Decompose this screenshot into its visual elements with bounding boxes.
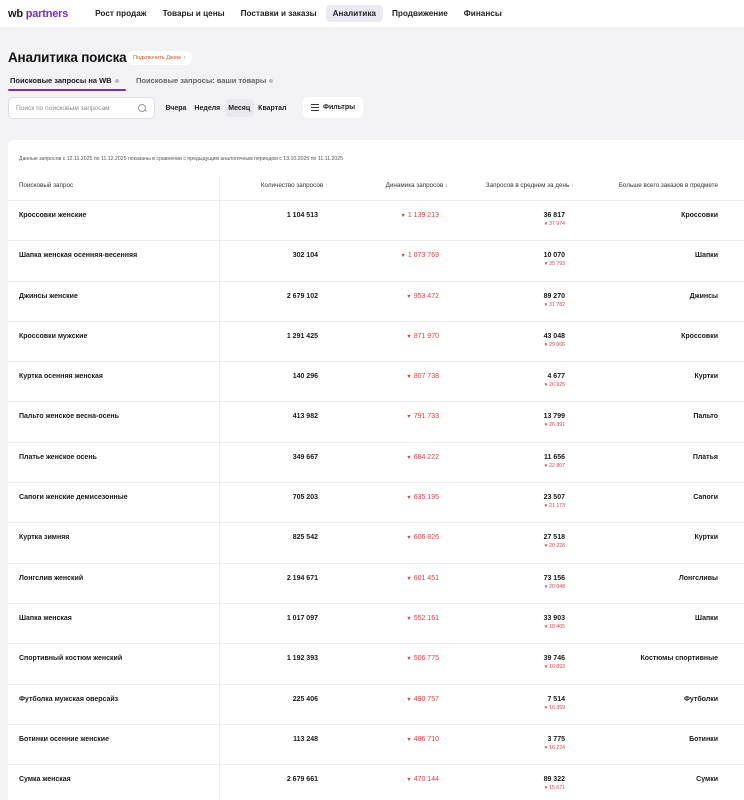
- cell-category: Джинсы: [689, 292, 718, 300]
- down-triangle-icon: ▼: [543, 382, 549, 388]
- cell-avg: [544, 333, 565, 348]
- table-body: [8, 201, 744, 800]
- cell-count: 1 104 513: [286, 212, 318, 219]
- cell-dynamics: [400, 212, 439, 219]
- period-selector: [162, 98, 290, 118]
- cell-avg: [544, 615, 565, 630]
- cell-category: Сапоги: [693, 494, 718, 502]
- cell-avg-value: 36 817: [543, 212, 565, 219]
- info-dot-icon: [269, 79, 273, 83]
- nav-item-supplies-orders[interactable]: Поставки и заказы: [240, 9, 317, 18]
- cell-avg-dynamics-value: 20 228: [549, 543, 565, 550]
- cell-avg: [544, 696, 565, 711]
- filters-button[interactable]: [303, 97, 363, 118]
- down-triangle-icon: ▼: [406, 293, 412, 300]
- cell-dynamics: [406, 454, 439, 461]
- cell-count: 1 291 425: [286, 332, 318, 340]
- cell-avg-value: 89 270: [543, 292, 565, 300]
- cell-avg-value: 11 656: [543, 453, 565, 461]
- cell-dynamics-value: 684 222: [413, 453, 439, 461]
- cell-count: 140 296: [292, 373, 318, 381]
- down-triangle-icon: ▼: [543, 704, 549, 710]
- period-quarter[interactable]: Квартал: [258, 104, 287, 112]
- cell-avg: [544, 575, 565, 590]
- wb-partners-logo[interactable]: [8, 8, 68, 20]
- cell-query[interactable]: Куртка осенняя женская: [19, 373, 103, 381]
- nav-item-sales-growth[interactable]: Рост продаж: [95, 9, 147, 18]
- down-triangle-icon: ▼: [406, 777, 412, 784]
- down-triangle-icon: ▼: [543, 664, 549, 670]
- cell-avg-dynamics-value: 16 893: [549, 664, 565, 671]
- cell-dynamics: [400, 252, 439, 259]
- cell-count: 2 679 102: [286, 292, 318, 300]
- down-triangle-icon: ▼: [406, 374, 412, 381]
- cell-dynamics-value: 953 472: [413, 292, 439, 300]
- cell-dynamics-value: 635 195: [413, 494, 439, 502]
- cell-avg-dynamics: [544, 221, 565, 227]
- down-triangle-icon: ▼: [406, 333, 412, 340]
- cell-avg-dynamics: [544, 785, 565, 791]
- cell-avg-value: 73 156: [543, 574, 565, 582]
- cell-avg-dynamics: [544, 463, 565, 469]
- filter-icon: [311, 104, 319, 111]
- down-triangle-icon: ▼: [543, 583, 549, 589]
- filters-label: Фильтры: [323, 104, 356, 111]
- down-triangle-icon: ▼: [543, 341, 549, 347]
- cell-dynamics-value: 486 710: [413, 735, 439, 743]
- column-header-query[interactable]: [19, 182, 73, 189]
- connect-jam-button[interactable]: [127, 51, 192, 65]
- cell-dynamics-value: 601 451: [413, 574, 439, 582]
- down-triangle-icon: ▼: [543, 744, 549, 750]
- cell-avg-dynamics-value: 26 925: [549, 382, 565, 389]
- chevron-right-icon: ›: [183, 55, 186, 61]
- cell-count: 1 017 097: [286, 614, 318, 622]
- cell-avg: [544, 534, 565, 549]
- cell-dynamics: [406, 736, 439, 743]
- cell-dynamics-value: 470 144: [413, 776, 439, 784]
- cell-avg-dynamics: [544, 302, 565, 308]
- cell-avg-value: 10 070: [543, 252, 565, 260]
- cell-dynamics: [406, 696, 439, 703]
- logo-wb-text: wb: [8, 7, 23, 20]
- info-dot-icon: [115, 79, 119, 83]
- period-month[interactable]: Месяц: [225, 99, 254, 117]
- cell-category: Ботинки: [689, 735, 718, 743]
- cell-category: Сумки: [696, 776, 718, 784]
- cell-category: Костюмы спортивные: [640, 655, 718, 663]
- cell-count: 705 203: [292, 494, 318, 502]
- tabs-bar: [0, 76, 744, 96]
- tab-wb-queries[interactable]: [10, 76, 119, 85]
- cell-count: 349 667: [292, 453, 318, 461]
- cell-count: 1 192 393: [286, 655, 318, 663]
- search-placeholder: Поиск по поисковым запросам: [16, 104, 110, 112]
- active-tab-indicator: [8, 89, 126, 91]
- cell-avg-value: 33 903: [543, 614, 565, 622]
- down-triangle-icon: ▼: [543, 221, 549, 226]
- period-yesterday[interactable]: Вчера: [165, 104, 187, 112]
- cell-query[interactable]: Джинсы женские: [19, 292, 78, 300]
- cell-dynamics-value: 807 738: [413, 373, 439, 381]
- cell-category: Пальто: [693, 413, 718, 421]
- cell-avg: [544, 212, 565, 227]
- table-row[interactable]: [8, 765, 744, 800]
- table-row[interactable]: [8, 685, 744, 725]
- cell-avg: [544, 494, 565, 509]
- down-triangle-icon: ▼: [543, 543, 549, 549]
- tab-your-products-label: Поисковые запросы: ваши товары: [136, 76, 267, 85]
- down-triangle-icon: ▼: [543, 261, 549, 267]
- table-row[interactable]: [8, 443, 744, 483]
- down-triangle-icon: ▼: [400, 213, 406, 219]
- down-triangle-icon: ▼: [406, 535, 412, 542]
- cell-avg-value: 7 514: [547, 695, 565, 703]
- down-triangle-icon: ▼: [543, 422, 549, 428]
- column-header-count-label: Количество запросов: [260, 182, 324, 189]
- column-header-count[interactable]: [261, 182, 328, 189]
- tab-your-products-queries[interactable]: [136, 76, 273, 85]
- cell-dynamics: [406, 776, 439, 783]
- search-analytics-table-panel: [8, 140, 744, 800]
- cell-query[interactable]: Куртка зимняя: [19, 534, 70, 542]
- table-row[interactable]: [8, 201, 744, 241]
- cell-count: 2 679 661: [286, 776, 318, 784]
- cell-dynamics: [406, 494, 439, 501]
- main-nav: [88, 5, 511, 22]
- cell-avg-dynamics-value: 16 359: [549, 704, 565, 711]
- cell-category: Шапки: [695, 614, 718, 622]
- cell-avg-value: 23 507: [543, 494, 565, 502]
- sort-arrow-down-icon: ↓: [445, 183, 448, 189]
- cell-avg-dynamics-value: 22 807: [549, 462, 565, 469]
- cell-category: Кроссовки: [681, 332, 718, 340]
- cell-query[interactable]: Кроссовки мужские: [19, 332, 88, 340]
- cell-avg-dynamics: [544, 543, 565, 549]
- cell-dynamics: [406, 615, 439, 622]
- table-row[interactable]: [8, 282, 744, 322]
- down-triangle-icon: ▼: [543, 503, 549, 509]
- down-triangle-icon: ▼: [400, 253, 406, 260]
- cell-category: Платья: [692, 453, 718, 461]
- nav-item-products-prices[interactable]: Товары и цены: [162, 9, 225, 18]
- column-header-query-label: Поисковый запрос: [19, 182, 74, 189]
- cell-dynamics: [406, 575, 439, 582]
- table-row[interactable]: [8, 402, 744, 442]
- controls-bar: [0, 96, 744, 129]
- cell-avg-dynamics-value: 20 048: [549, 583, 565, 590]
- cell-query[interactable]: Шапка женская: [19, 614, 72, 622]
- cell-avg: [544, 776, 565, 791]
- cell-query[interactable]: Пальто женское весна-осень: [19, 413, 119, 421]
- cell-query[interactable]: Лонгслив женский: [19, 574, 84, 582]
- column-header-category[interactable]: [619, 182, 718, 189]
- nav-item-promotion[interactable]: Продвижение: [391, 9, 448, 18]
- period-note: Данные запросов с 12.11.2025 по 11.12.2025 показаны в сравнении с предыдущим аналогичным периодом с 13.10.2025 по 11.11.2025: [19, 156, 344, 162]
- cell-avg-dynamics-value: 21 173: [549, 503, 565, 510]
- table-row[interactable]: [8, 483, 744, 523]
- cell-dynamics-value: 506 775: [413, 655, 439, 663]
- cell-avg: [544, 293, 565, 308]
- cell-dynamics-value: 791 733: [413, 413, 439, 421]
- connect-jam-label: Подключить Джем: [133, 55, 181, 61]
- nav-item-finance[interactable]: Финансы: [463, 9, 502, 18]
- cell-dynamics: [406, 655, 439, 662]
- cell-avg-dynamics-value: 16 224: [549, 744, 565, 751]
- cell-avg-dynamics-value: 15 671: [549, 785, 565, 792]
- cell-count: 2 194 671: [286, 574, 318, 582]
- cell-query[interactable]: Сумка женская: [19, 776, 71, 784]
- cell-query[interactable]: Ботинки осенние женские: [19, 735, 109, 743]
- column-header-dynamics[interactable]: [386, 182, 448, 189]
- cell-category: Лонгсливы: [678, 574, 718, 582]
- down-triangle-icon: ▼: [543, 623, 549, 629]
- column-header-avg-label: Запросов в среднем за день: [485, 182, 570, 189]
- table-row[interactable]: [8, 362, 744, 402]
- cell-avg: [544, 655, 565, 670]
- cell-avg: [544, 373, 565, 388]
- cell-avg-dynamics-value: 35 793: [549, 261, 565, 268]
- cell-avg-dynamics: [544, 382, 565, 388]
- down-triangle-icon: ▼: [406, 696, 412, 703]
- cell-avg-dynamics: [544, 261, 565, 267]
- table-row[interactable]: [8, 604, 744, 644]
- down-triangle-icon: ▼: [543, 301, 549, 307]
- cell-dynamics: [406, 534, 439, 541]
- cell-dynamics-value: 1 139 213: [407, 212, 439, 219]
- column-header-category-label: Больше всего заказов в предмете: [618, 182, 718, 189]
- table-header: [8, 170, 744, 201]
- column-header-dynamics-label: Динамика запросов: [385, 182, 444, 189]
- cell-dynamics: [406, 413, 439, 420]
- cell-dynamics: [406, 373, 439, 380]
- cell-avg-dynamics-value: 26 391: [549, 422, 565, 429]
- cell-avg-value: 3 775: [547, 735, 565, 743]
- cell-avg-dynamics: [544, 624, 565, 630]
- cell-avg-value: 43 048: [543, 332, 565, 340]
- sort-arrow-icon: ↑: [325, 183, 328, 189]
- page-title: Аналитика поиска: [8, 50, 127, 65]
- cell-dynamics-value: 871 970: [413, 332, 439, 340]
- cell-category: Куртки: [694, 373, 718, 381]
- cell-category: Шапки: [695, 252, 718, 260]
- cell-dynamics: [406, 293, 439, 300]
- table-row[interactable]: [8, 241, 744, 281]
- tab-wb-queries-label: Поисковые запросы на WB: [10, 76, 112, 85]
- cell-count: 413 982: [292, 413, 318, 421]
- nav-item-analytics[interactable]: Аналитика: [326, 5, 383, 22]
- cell-avg-dynamics: [544, 584, 565, 590]
- down-triangle-icon: ▼: [406, 454, 412, 461]
- cell-category: Куртки: [694, 534, 718, 542]
- cell-query[interactable]: Спортивный костюм женский: [19, 655, 123, 663]
- cell-avg-value: 89 322: [543, 776, 565, 784]
- cell-dynamics-value: 552 161: [413, 614, 439, 622]
- cell-query[interactable]: Кроссовки женские: [19, 212, 87, 219]
- cell-avg-dynamics-value: 37 974: [549, 221, 565, 227]
- cell-query[interactable]: Футболка мужская оверсайз: [19, 695, 119, 703]
- cell-avg: [544, 736, 565, 751]
- cell-category: Футболки: [683, 695, 718, 703]
- cell-avg-value: 27 518: [543, 534, 565, 542]
- cell-dynamics: [406, 333, 439, 340]
- down-triangle-icon: ▼: [543, 462, 549, 468]
- down-triangle-icon: ▼: [406, 736, 412, 743]
- cell-avg-value: 4 677: [547, 373, 565, 381]
- search-icon[interactable]: [138, 104, 147, 113]
- cell-avg-dynamics-value: 18 405: [549, 623, 565, 630]
- cell-avg-dynamics-value: 29 066: [549, 341, 565, 348]
- cell-avg-dynamics: [544, 705, 565, 711]
- cell-count: 113 248: [293, 735, 318, 743]
- period-week[interactable]: Неделя: [194, 104, 221, 112]
- cell-avg: [544, 413, 565, 428]
- cell-dynamics-value: 490 757: [413, 695, 439, 703]
- table-row[interactable]: [8, 564, 744, 604]
- cell-avg: [544, 454, 565, 469]
- cell-avg-value: 13 799: [543, 413, 565, 421]
- table-row[interactable]: [8, 322, 744, 362]
- sort-arrow-icon: ↑: [571, 183, 574, 189]
- cell-dynamics-value: 606 826: [413, 534, 439, 542]
- cell-query[interactable]: Шапка женская осенняя-весенняя: [19, 252, 138, 260]
- down-triangle-icon: ▼: [406, 575, 412, 582]
- cell-avg-dynamics-value: 31 782: [549, 301, 565, 308]
- page-header: [0, 27, 744, 76]
- down-triangle-icon: ▼: [406, 656, 412, 663]
- cell-avg-dynamics: [544, 422, 565, 428]
- down-triangle-icon: ▼: [406, 414, 412, 421]
- cell-count: 825 542: [292, 534, 318, 542]
- logo-partners-text: partners: [25, 7, 69, 20]
- down-triangle-icon: ▼: [543, 785, 549, 791]
- cell-dynamics-value: 1 073 769: [407, 252, 439, 260]
- cell-query[interactable]: Сапоги женские демисезонные: [19, 494, 128, 502]
- table-row[interactable]: [8, 523, 744, 563]
- down-triangle-icon: ▼: [406, 495, 412, 502]
- cell-count: 302 104: [292, 252, 318, 260]
- cell-query[interactable]: Платье женское осень: [19, 453, 97, 461]
- cell-avg-dynamics: [544, 664, 565, 670]
- table-row[interactable]: [8, 644, 744, 684]
- table-row[interactable]: [8, 725, 744, 765]
- cell-count: 225 406: [292, 695, 318, 703]
- column-header-avg[interactable]: [486, 182, 574, 189]
- cell-avg: [544, 252, 565, 267]
- cell-avg-dynamics: [544, 342, 565, 348]
- cell-category: Кроссовки: [681, 212, 718, 219]
- down-triangle-icon: ▼: [406, 615, 412, 622]
- top-navigation-bar: [0, 0, 744, 27]
- search-input[interactable]: [8, 97, 155, 119]
- cell-avg-dynamics: [544, 503, 565, 509]
- cell-avg-dynamics: [544, 745, 565, 751]
- cell-avg-value: 39 746: [543, 655, 565, 663]
